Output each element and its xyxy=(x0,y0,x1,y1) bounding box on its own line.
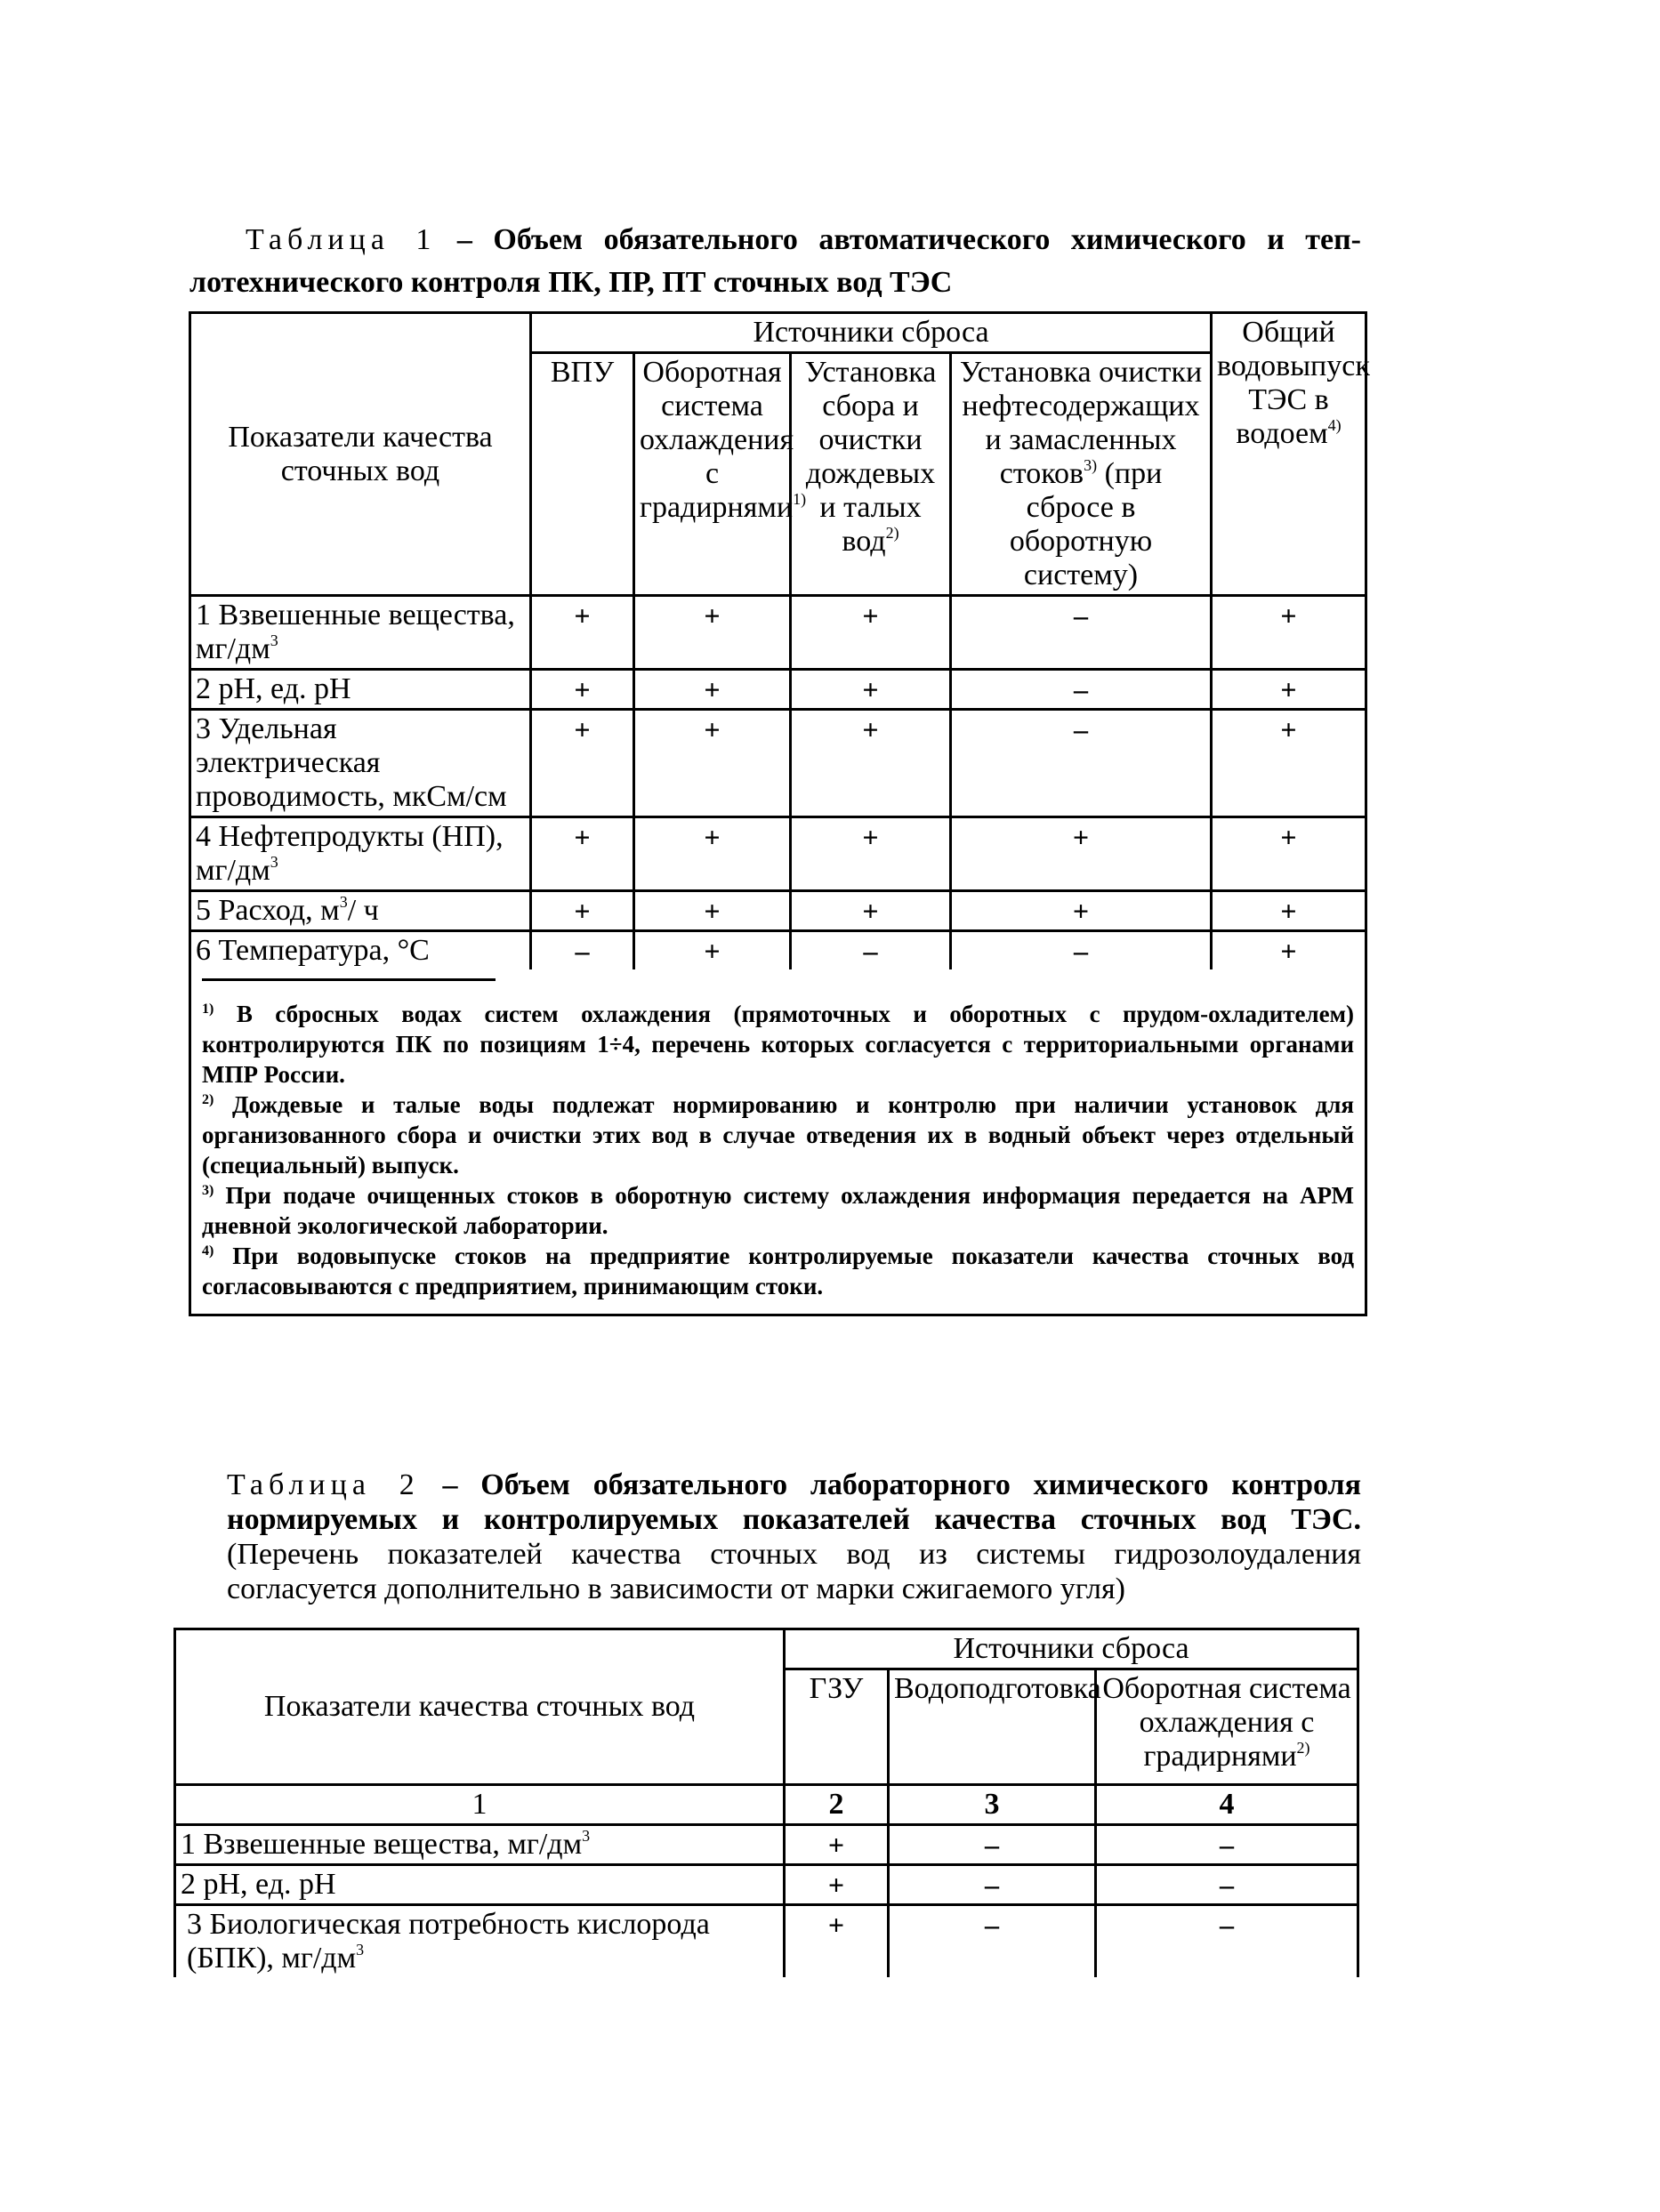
footnote-1: $^{1)}$ В сбросных водах систем охлаждения (прямоточных и оборотных с прудом-охладителем) контролируются ПК по позициям 1÷4, перечень которых согласуется с территориальными органами МПР России. xyxy=(202,1001,1355,1088)
cell-mark: + xyxy=(634,670,791,710)
cell-mark: – xyxy=(889,1905,1096,1978)
table-row xyxy=(175,1905,1358,1978)
column-number: 1 xyxy=(175,1785,785,1825)
table2-header-gzu: ГЗУ xyxy=(785,1669,889,1785)
cell-mark: + xyxy=(951,891,1212,931)
table1-header-rain: Установка сбора и очистки дождевых и талых вод$^{2)}$ xyxy=(791,353,951,596)
table1 xyxy=(189,311,1370,1316)
table-row xyxy=(190,596,1366,670)
table-row xyxy=(190,891,1366,931)
cell-mark: + xyxy=(531,670,634,710)
cell-mark: + xyxy=(634,710,791,817)
cell-mark: – xyxy=(951,931,1212,970)
table2-label: Таблица 2 xyxy=(227,1468,420,1501)
table1-label: Таблица 1 xyxy=(246,223,437,256)
cell-mark: – xyxy=(951,670,1212,710)
table1-caption-cont xyxy=(189,265,1361,300)
table1-header-recirc: Оборотная система охлаждения с градирнями$^{1)}$ xyxy=(634,353,791,596)
table1-row-name: 2 pH, ед. pH xyxy=(190,670,531,710)
cell-mark: – xyxy=(889,1865,1096,1905)
cell-mark: + xyxy=(1212,931,1366,970)
table2-title: – Объем обязательного лабораторного химического контроля нормируемых и контролируемых показателей качества сточных вод ТЭС. xyxy=(227,1468,1362,1536)
cell-mark: – xyxy=(531,931,634,970)
table2-header-indicators: Показатели качества сточных вод xyxy=(175,1629,785,1785)
table-row xyxy=(190,931,1366,970)
table1-row-name: 3 Удельная электрическая проводимость, мкСм/см xyxy=(190,710,531,817)
cell-mark: + xyxy=(531,817,634,891)
table2-caption xyxy=(227,1468,1361,1606)
cell-mark: + xyxy=(634,817,791,891)
table-row xyxy=(175,1865,1358,1905)
cell-mark: + xyxy=(791,596,951,670)
cell-mark: + xyxy=(785,1905,889,1978)
table2 xyxy=(173,1628,1359,1977)
column-number: 2 xyxy=(785,1785,889,1825)
cell-mark: + xyxy=(791,817,951,891)
table1-caption xyxy=(246,222,1361,257)
table2-subtitle: (Перечень показателей качества сточных вод из системы гидрозолоудаления согласуется дополнительно в зависимости от марки сжигаемого угля) xyxy=(227,1538,1361,1605)
cell-mark: + xyxy=(951,817,1212,891)
cell-mark: + xyxy=(785,1865,889,1905)
cell-mark: + xyxy=(634,596,791,670)
cell-mark: – xyxy=(889,1825,1096,1865)
table2-header-water: Водоподготовка xyxy=(889,1669,1096,1785)
table1-header-total: Общий водовыпуск ТЭС в водоем$^{4)}$ xyxy=(1212,313,1366,596)
cell-mark: + xyxy=(531,596,634,670)
table1-row-name: 4 Нефтепродукты (НП), $мг/дм^3$ xyxy=(190,817,531,891)
column-number: 3 xyxy=(889,1785,1096,1825)
cell-mark: + xyxy=(634,931,791,970)
cell-mark: – xyxy=(1096,1825,1358,1865)
footnote-3: $^{3)}$ При подаче очищенных стоков в оборотную систему охлаждения информация передается на АРМ дневной экологической лаборатории. xyxy=(202,1182,1355,1239)
table1-header-indicators: Показатели качества сточных вод xyxy=(190,313,531,596)
cell-mark: + xyxy=(1212,670,1366,710)
table2-header-sources: Источники сброса xyxy=(785,1629,1358,1669)
table2-column-numbers xyxy=(175,1785,1358,1825)
table1-footnotes xyxy=(190,969,1366,1315)
cell-mark: – xyxy=(1096,1865,1358,1905)
cell-mark: + xyxy=(785,1825,889,1865)
table-row xyxy=(190,710,1366,817)
table1-row-name: 6 Температура, °С xyxy=(190,931,531,970)
table-row xyxy=(190,670,1366,710)
footnote-4: $^{4)}$ При водовыпуске стоков на предприятие контролируемые показатели качества сточных вод согласовываются с предприятием, принимающим стоки. xyxy=(202,1243,1355,1299)
table2-row-name: 3 Биологическая потребность кислорода (БПК), $мг/дм^3$ xyxy=(175,1905,785,1978)
footnote-2: $^{2)}$ Дождевые и талые воды подлежат нормированию и контролю при наличии установок для организованного сбора и очистки этих вод в случае отведения их в водный объект через отдельный (специальный) выпуск. xyxy=(202,1091,1355,1178)
cell-mark: – xyxy=(791,931,951,970)
cell-mark: + xyxy=(791,670,951,710)
cell-mark: + xyxy=(531,891,634,931)
cell-mark: + xyxy=(1212,710,1366,817)
cell-mark: + xyxy=(634,891,791,931)
cell-mark: + xyxy=(1212,596,1366,670)
column-number: 4 xyxy=(1096,1785,1358,1825)
cell-mark: – xyxy=(951,710,1212,817)
table1-header-vpu: ВПУ xyxy=(531,353,634,596)
cell-mark: + xyxy=(1212,891,1366,931)
cell-mark: – xyxy=(951,596,1212,670)
table-row xyxy=(175,1825,1358,1865)
table-row xyxy=(190,817,1366,891)
cell-mark: + xyxy=(791,891,951,931)
cell-mark: + xyxy=(791,710,951,817)
table1-title-line1: – Объем обязательного автоматического химического и теп- xyxy=(456,223,1361,256)
footnote-divider xyxy=(202,978,496,981)
table1-header-sources: Источники сброса xyxy=(531,313,1212,353)
table2-row-name: 2 pH, ед. pH xyxy=(175,1865,785,1905)
table1-header-oil: Установка очистки нефтесодержащих и замасленных стоков$^{3)}$ (при сбросе в оборотную систему) xyxy=(951,353,1212,596)
cell-mark: – xyxy=(1096,1905,1358,1978)
table1-row-name: 5 Расход, $м^3/$ ч xyxy=(190,891,531,931)
cell-mark: + xyxy=(1212,817,1366,891)
cell-mark: + xyxy=(531,710,634,817)
table2-row-name: 1 Взвешенные вещества, $мг/дм^3$ xyxy=(175,1825,785,1865)
table2-header-recirc: Оборотная система охлаждения с градирнями$^{2)}$ xyxy=(1096,1669,1358,1785)
table1-title-line2: лотехнического контроля ПК, ПР, ПТ сточных вод ТЭС xyxy=(189,266,953,299)
table1-row-name: 1 Взвешенные вещества, $мг/дм^3$ xyxy=(190,596,531,670)
